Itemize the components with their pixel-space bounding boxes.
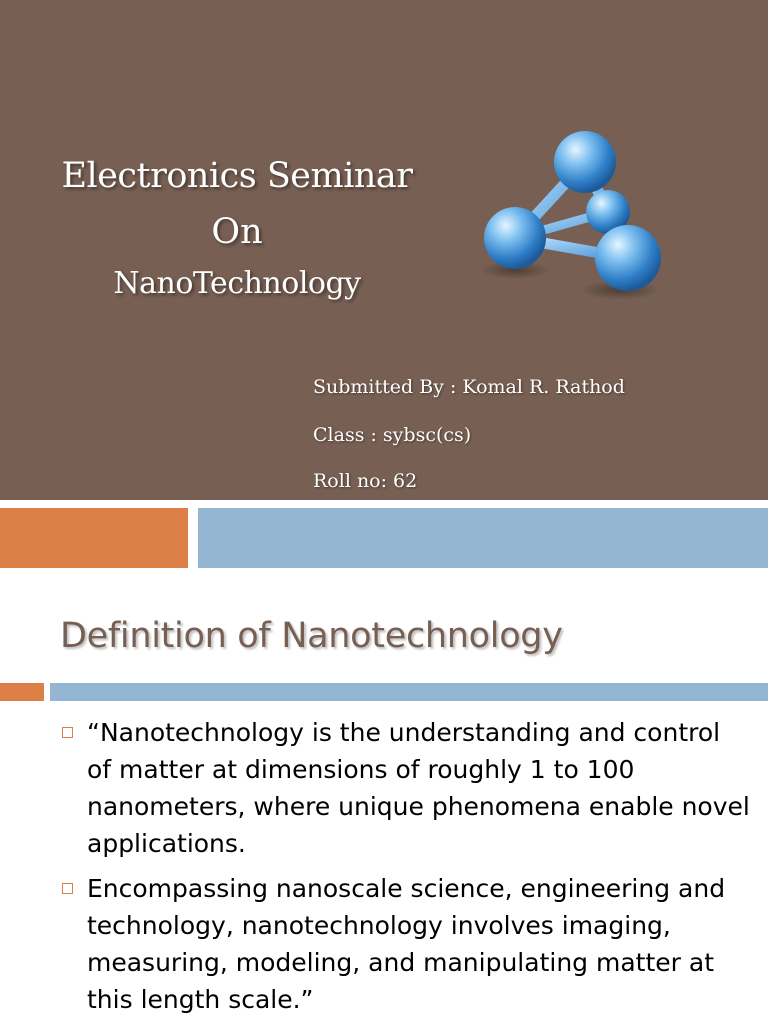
roll-number: Roll no: 62 xyxy=(313,470,418,492)
definition-bullets xyxy=(60,714,750,1024)
accent-bar-blue xyxy=(198,508,768,568)
bullet-text: Encompassing nanoscale science, engineering and technology, nanotechnology involves imaging, measuring, modeling, and manipulating matter at this length scale.” xyxy=(87,874,726,1014)
definition-title: Definition of Nanotechnology xyxy=(60,616,563,656)
seminar-title-on: On xyxy=(211,212,263,252)
submitted-by: Submitted By : Komal R. Rathod xyxy=(313,376,625,398)
seminar-title: Electronics Seminar xyxy=(61,156,413,196)
title-slide xyxy=(0,0,768,500)
bullet-text: “Nanotechnology is the understanding and control of matter at dimensions of roughly 1 to 100 nanometers, where unique phenomena enable novel applications. xyxy=(87,718,750,858)
list-item xyxy=(60,870,750,1018)
seminar-topic: NanoTechnology xyxy=(113,266,361,301)
accent-bar-orange xyxy=(0,508,188,568)
square-bullet-icon xyxy=(62,727,73,738)
list-item xyxy=(60,714,750,862)
molecule-icon xyxy=(470,130,680,320)
class-info: Class : sybsc(cs) xyxy=(313,424,472,446)
title-underline-blue xyxy=(50,683,768,701)
square-bullet-icon xyxy=(62,883,73,894)
title-underline-orange xyxy=(0,683,44,701)
